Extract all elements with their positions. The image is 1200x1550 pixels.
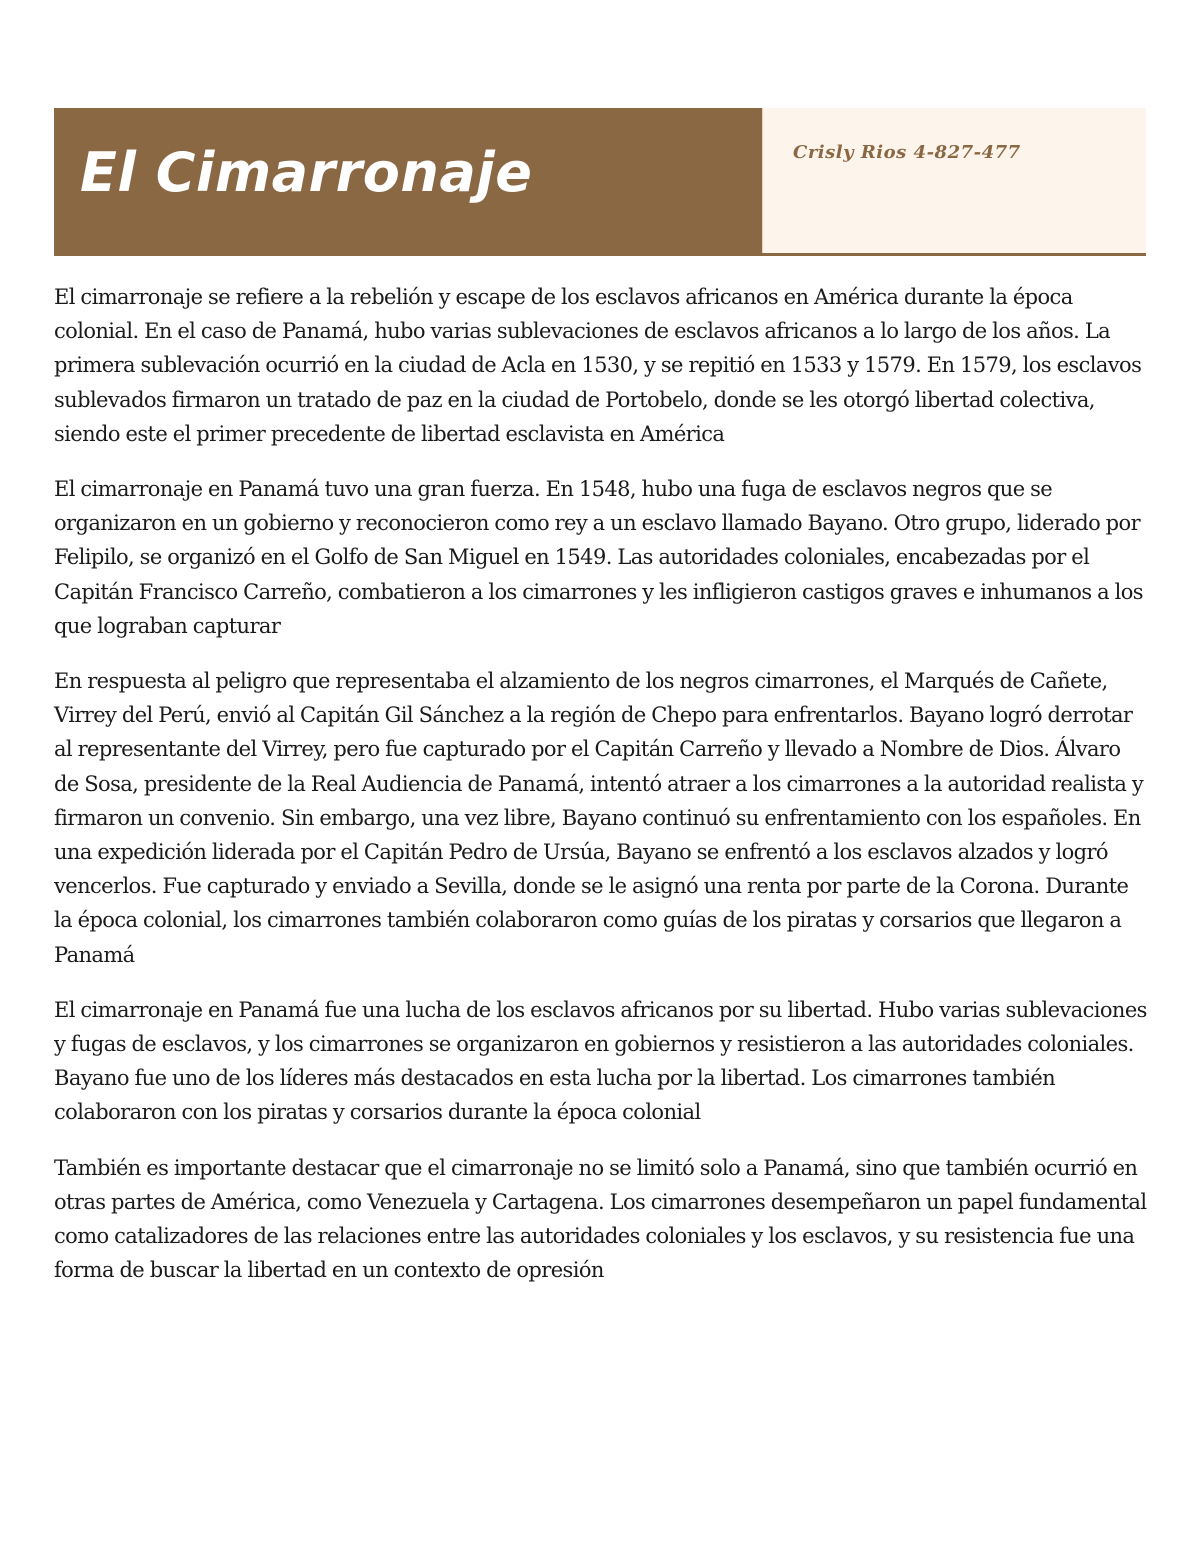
author-panel xyxy=(762,108,1146,253)
paragraph: En respuesta al peligro que representaba el alzamiento de los negros cimarrones, el Marqués de Cañete, Virrey del Perú, envió al Capitán Gil Sánchez a la región de Chepo para enfrentarlos. Bayano logró derrotar al representante del Virrey, pero fue capturado por el Capitán Carreño y llevado a Nombre de Dios. Álvaro de Sosa, presidente de la Real Audiencia de Panamá, intentó atraer a los cimarrones a la autoridad realista y firmaron un convenio. Sin embargo, una vez libre, Bayano continuó su enfrentamiento con los españoles. En una expedición liderada por el Capitán Pedro de Ursúa, Bayano se enfrentó a los esclavos alzados y logró vencerlos. Fue capturado y enviado a Sevilla, donde se le asignó una renta por parte de la Corona. Durante la época colonial, los cimarrones también colaboraron como guías de los piratas y corsarios que llegaron a Panamá xyxy=(54,669,1144,967)
document-body xyxy=(54,280,1148,1308)
document-header xyxy=(54,108,1146,256)
title-banner xyxy=(54,108,762,253)
paragraph: El cimarronaje se refiere a la rebelión y escape de los esclavos africanos en América durante la época colonial. En el caso de Panamá, hubo varias sublevaciones de esclavos africanos a lo largo de los años. La primera sublevación ocurrió en la ciudad de Acla en 1530, y se repitió en 1533 y 1579. En 1579, los esclavos sublevados firmaron un tratado de paz en la ciudad de Portobelo, donde se les otorgó libertad colectiva, siendo este el primer precedente de libertad esclavista en América xyxy=(54,285,1142,446)
paragraph: El cimarronaje en Panamá fue una lucha de los esclavos africanos por su libertad. Hubo varias sublevaciones y fugas de esclavos, y los cimarrones se organizaron en gobiernos y resistieron a las autoridades coloniales. Bayano fue uno de los líderes más destacados en esta lucha por la libertad. Los cimarrones también colaboraron con los piratas y corsarios durante la época colonial xyxy=(54,997,1147,1125)
paragraph: El cimarronaje en Panamá tuvo una gran fuerza. En 1548, hubo una fuga de esclavos negros que se organizaron en un gobierno y reconocieron como rey a un esclavo llamado Bayano. Otro grupo, liderado por Felipilo, se organizó en el Golfo de San Miguel en 1549. Las autoridades coloniales, encabezadas por el Capitán Francisco Carreño, combatieron a los cimarrones y les infligieron castigos graves e inhumanos a los que lograban capturar xyxy=(54,477,1143,638)
author-name: Crisly Rios 4-827-477 xyxy=(793,142,1021,163)
paragraph: También es importante destacar que el cimarronaje no se limitó solo a Panamá, sino que también ocurrió en otras partes de América, como Venezuela y Cartagena. Los cimarrones desempeñaron un papel fundamental como catalizadores de las relaciones entre las autoridades coloniales y los esclavos, y su resistencia fue una forma de buscar la libertad en un contexto de opresión xyxy=(54,1155,1147,1283)
document-title: El Cimarronaje xyxy=(80,141,533,204)
